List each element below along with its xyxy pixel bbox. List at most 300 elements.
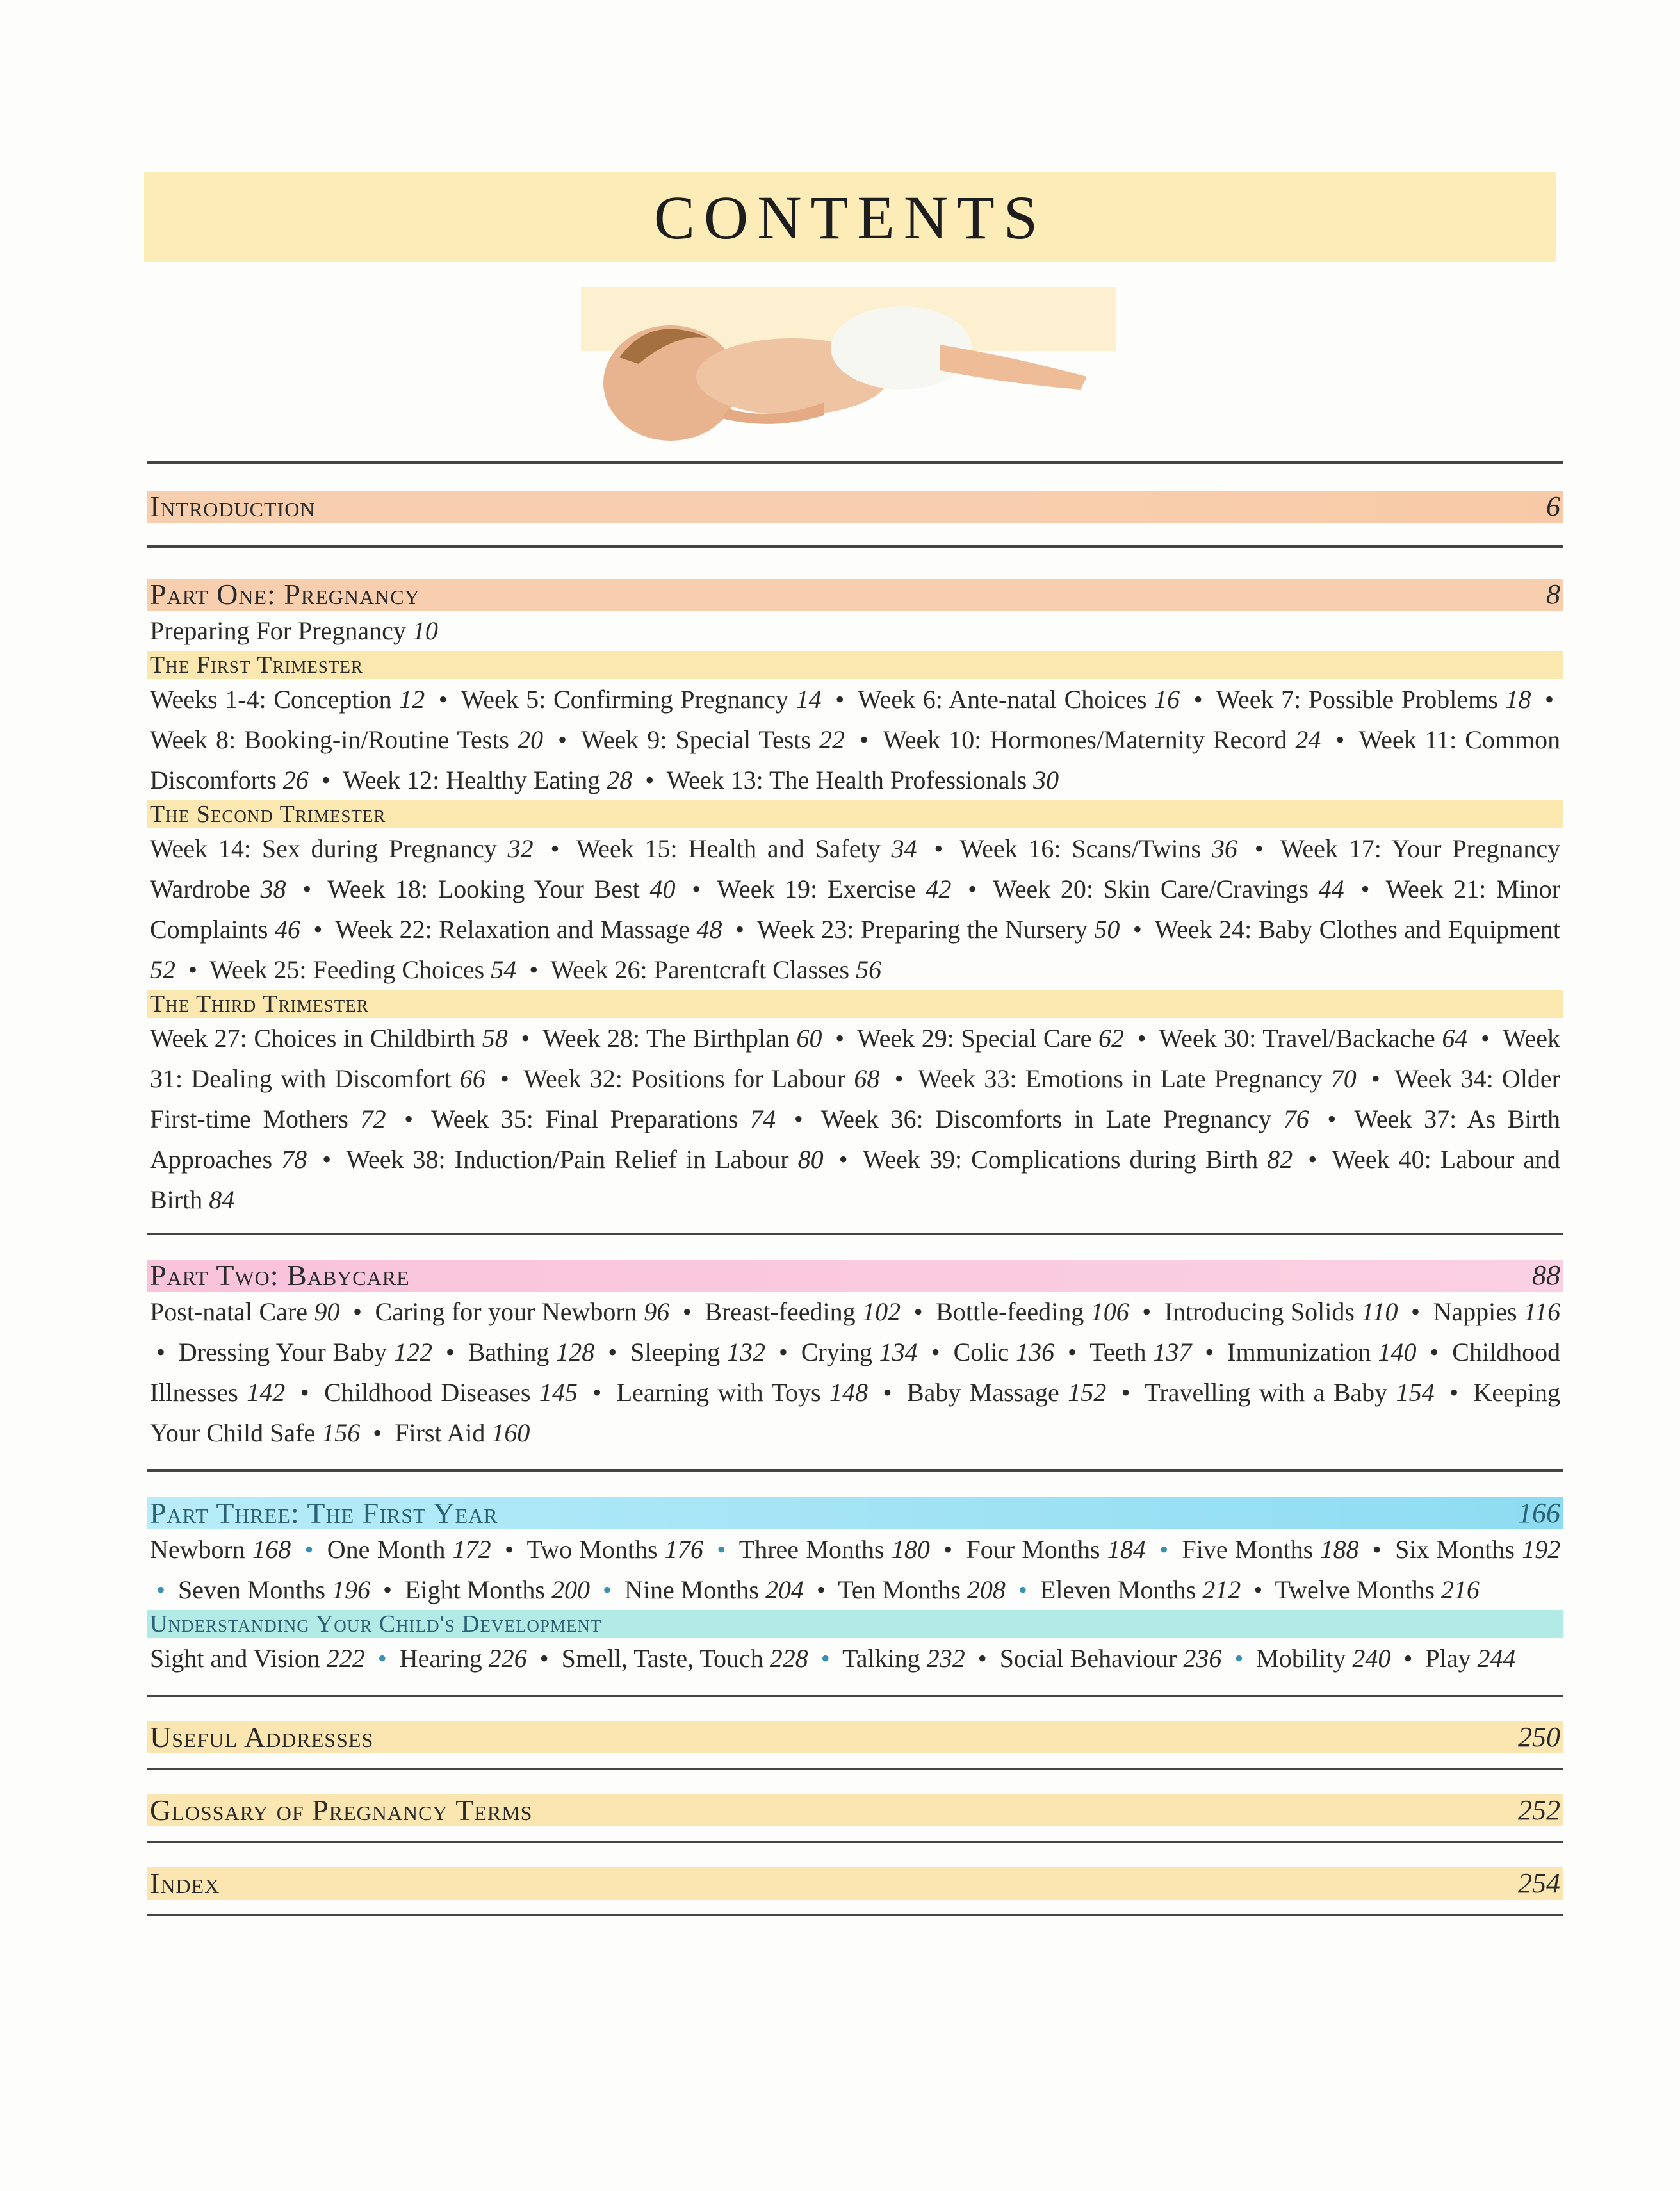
item-page: 200 <box>551 1575 590 1604</box>
toc-item[interactable] <box>821 1104 1309 1133</box>
item-title: Week 12: Healthy Eating <box>343 766 601 794</box>
item-title: Nine Months <box>624 1575 759 1604</box>
bullet-separator: • <box>373 1418 382 1447</box>
item-title: Week 26: Parentcraft Classes <box>550 955 850 984</box>
toc-item[interactable] <box>551 955 882 984</box>
item-title: Seven Months <box>178 1575 326 1604</box>
toc-item[interactable] <box>842 1644 965 1673</box>
item-title: Four Months <box>966 1535 1100 1564</box>
toc-item[interactable] <box>863 1145 1293 1174</box>
bullet-separator: • <box>302 874 312 903</box>
item-title: One Month <box>327 1535 446 1564</box>
item-page: 80 <box>797 1145 824 1174</box>
bullet-separator: • <box>557 725 567 754</box>
divider <box>147 1469 1563 1472</box>
toc-item[interactable] <box>150 725 543 754</box>
toc-item[interactable] <box>1433 1297 1560 1326</box>
toc-item[interactable] <box>1040 1575 1241 1604</box>
toc-item[interactable] <box>838 1575 1006 1604</box>
bullet-separator: • <box>156 1338 166 1366</box>
item-title: Mobility <box>1256 1644 1346 1673</box>
toc-item[interactable] <box>1395 1535 1560 1564</box>
item-page: 226 <box>488 1644 527 1673</box>
divider <box>147 1841 1563 1843</box>
toc-item[interactable] <box>150 1297 340 1326</box>
toc-item[interactable] <box>150 1644 365 1673</box>
page-number: 254 <box>1518 1867 1560 1899</box>
item-page: 60 <box>796 1024 822 1053</box>
item-page: 212 <box>1202 1575 1241 1604</box>
item-title: Six Months <box>1395 1535 1515 1564</box>
toc-item[interactable] <box>395 1418 530 1447</box>
item-page: 26 <box>282 766 309 794</box>
toc-item[interactable] <box>960 834 1237 863</box>
toc-item[interactable] <box>527 1535 703 1564</box>
item-title: Baby Massage <box>906 1378 1059 1407</box>
item-page: 76 <box>1283 1104 1309 1133</box>
toc-item[interactable] <box>954 1338 1055 1366</box>
item-page: 18 <box>1505 685 1531 714</box>
bullet-separator: • <box>820 1644 830 1673</box>
bullet-separator: • <box>1142 1297 1152 1326</box>
item-title: Social Behaviour <box>999 1644 1177 1673</box>
bullet-separator: • <box>778 1338 788 1366</box>
page-number: 166 <box>1518 1497 1560 1529</box>
toc-item[interactable] <box>1000 1644 1222 1673</box>
item-title: Eleven Months <box>1040 1575 1196 1604</box>
item-page: 70 <box>1330 1064 1357 1093</box>
item-title: First Aid <box>395 1418 485 1447</box>
item-title: Ten Months <box>838 1575 961 1604</box>
item-page: 36 <box>1211 834 1237 863</box>
bullet-separator: • <box>1335 725 1345 754</box>
item-title: Three Months <box>738 1535 885 1564</box>
section-label: Index <box>150 1867 220 1900</box>
toc-item[interactable] <box>150 834 534 863</box>
contents-title-band <box>144 172 1556 262</box>
item-title: Week 5: Confirming Pregnancy <box>461 685 789 714</box>
item-page: 222 <box>326 1644 365 1673</box>
toc-item[interactable] <box>581 725 845 754</box>
toc-item[interactable] <box>1275 1575 1480 1604</box>
item-page: 154 <box>1396 1378 1435 1407</box>
bullet-separator: • <box>1234 1644 1244 1673</box>
page-number: 6 <box>1546 491 1560 522</box>
item-page: 192 <box>1522 1535 1561 1564</box>
page-number: 88 <box>1532 1260 1560 1291</box>
item-page: 84 <box>209 1185 235 1214</box>
entry-list <box>147 1638 1563 1678</box>
subsection-label: The First Trimester <box>150 652 363 678</box>
toc-entry-introduction[interactable] <box>147 491 1563 523</box>
item-page: 32 <box>507 834 534 863</box>
item-page: 122 <box>393 1338 432 1366</box>
bullet-separator: • <box>188 955 198 984</box>
item-page: 38 <box>260 874 286 903</box>
item-page: 30 <box>1033 766 1059 794</box>
bullet-separator: • <box>1018 1575 1027 1604</box>
item-page: 56 <box>856 955 882 984</box>
item-page: 96 <box>644 1297 670 1326</box>
toc-item[interactable] <box>801 1338 918 1366</box>
item-page: 42 <box>926 874 952 903</box>
bullet-separator: • <box>529 955 539 984</box>
bullet-separator: • <box>682 1297 692 1326</box>
toc-item[interactable] <box>327 1535 491 1564</box>
item-page: 116 <box>1524 1297 1561 1326</box>
toc-item[interactable] <box>461 685 822 714</box>
bullet-separator: • <box>816 1575 826 1604</box>
item-page: 134 <box>879 1338 918 1366</box>
divider <box>147 1768 1563 1770</box>
item-title: Caring for your Newborn <box>375 1297 637 1326</box>
toc-item[interactable] <box>857 1024 1124 1053</box>
subsection-label: Understanding Your Child's Development <box>150 1611 602 1637</box>
bullet-separator: • <box>383 1575 393 1604</box>
toc-item[interactable] <box>667 766 1059 794</box>
toc-item[interactable] <box>327 874 675 903</box>
item-title: Week 21: Minor Complaints <box>150 874 1561 944</box>
toc-item[interactable] <box>346 1145 823 1174</box>
toc-item[interactable] <box>1089 1338 1191 1366</box>
item-page: 188 <box>1320 1535 1359 1564</box>
bullet-separator: • <box>913 1297 923 1326</box>
item-page: 74 <box>750 1104 776 1133</box>
bullet-separator: • <box>438 685 448 714</box>
toc-item[interactable] <box>993 874 1344 903</box>
item-page: 216 <box>1440 1575 1480 1604</box>
item-page: 184 <box>1107 1535 1146 1564</box>
item-title: Five Months <box>1182 1535 1314 1564</box>
item-title: Week 13: The Health Professionals <box>666 766 1027 794</box>
item-title: Week 14: Sex during Pregnancy <box>150 834 497 863</box>
sleeping-baby-image <box>581 287 1116 441</box>
item-title: Week 6: Ante-natal Choices <box>858 685 1147 714</box>
item-title: Week 16: Scans/Twins <box>959 834 1202 863</box>
toc-item[interactable] <box>705 1297 901 1326</box>
toc-item[interactable] <box>1145 1378 1434 1407</box>
item-title: Week 17: Your Pregnancy Wardrobe <box>150 834 1561 903</box>
item-page: 66 <box>459 1064 485 1093</box>
toc-item[interactable] <box>624 1575 804 1604</box>
entry-list <box>147 679 1563 800</box>
item-page: 54 <box>491 955 517 984</box>
toc-item[interactable] <box>918 1064 1357 1093</box>
toc-item[interactable] <box>405 1575 590 1604</box>
entry-list <box>147 1018 1563 1220</box>
bullet-separator: • <box>504 1535 514 1564</box>
bullet-separator: • <box>1159 1535 1169 1564</box>
item-title: Week 9: Special Tests <box>581 725 811 754</box>
subsection-label: The Second Trimester <box>150 801 386 828</box>
section-label: Introduction <box>150 490 316 523</box>
item-page: 236 <box>1183 1644 1222 1673</box>
bullet-separator: • <box>500 1064 509 1093</box>
item-page: 48 <box>696 915 722 944</box>
toc-entry-part-two[interactable] <box>147 1260 1563 1292</box>
item-title: Week 7: Possible Problems <box>1216 685 1498 714</box>
item-title: Breast-feeding <box>705 1297 856 1326</box>
bullet-separator: • <box>883 1378 892 1407</box>
item-title: Week 39: Complications during Birth <box>862 1145 1259 1174</box>
item-title: Keeping Your Child Safe <box>150 1378 1561 1447</box>
item-title: Crying <box>801 1338 872 1366</box>
item-title: Talking <box>842 1644 920 1673</box>
bullet-separator: • <box>1545 685 1554 714</box>
section-label: Part One: Pregnancy <box>150 578 420 611</box>
toc-item[interactable] <box>178 1575 370 1604</box>
item-page: 152 <box>1068 1378 1107 1407</box>
bullet-separator: • <box>1193 685 1203 714</box>
toc-item[interactable] <box>324 1378 578 1407</box>
page-number: 250 <box>1518 1721 1560 1753</box>
bullet-separator: • <box>931 1338 940 1366</box>
item-page: 168 <box>252 1535 291 1564</box>
bullet-separator: • <box>521 1024 530 1053</box>
toc-item[interactable] <box>1425 1644 1515 1673</box>
item-page: 132 <box>726 1338 765 1366</box>
item-title: Week 28: The Birthplan <box>542 1024 790 1053</box>
item-page: 24 <box>1295 725 1321 754</box>
item-page: 12 <box>399 685 425 714</box>
bullet-separator: • <box>1449 1378 1459 1407</box>
item-page: 228 <box>769 1644 808 1673</box>
item-page: 78 <box>281 1145 307 1174</box>
toc-item[interactable] <box>630 1338 765 1366</box>
toc-entry-part-one[interactable] <box>147 579 1563 611</box>
toc-item[interactable] <box>150 685 425 714</box>
toc-item[interactable] <box>1216 685 1531 714</box>
item-title: Childhood Illnesses <box>150 1338 1561 1407</box>
item-page: 52 <box>150 955 175 984</box>
item-page: 145 <box>539 1378 578 1407</box>
item-page: 204 <box>765 1575 804 1604</box>
item-page: 20 <box>518 725 543 754</box>
bullet-separator: • <box>977 1644 987 1673</box>
item-page: 82 <box>1267 1145 1293 1174</box>
entry-list <box>147 828 1563 990</box>
bullet-separator: • <box>1371 1064 1380 1093</box>
toc-item[interactable] <box>883 725 1321 754</box>
item-page: 232 <box>926 1644 965 1673</box>
toc-item[interactable] <box>1256 1644 1390 1673</box>
item-title: Colic <box>953 1338 1009 1366</box>
bullet-separator: • <box>1308 1145 1317 1174</box>
toc-item[interactable] <box>431 1104 776 1133</box>
bullet-separator: • <box>602 1575 612 1604</box>
toc-subsection-development[interactable] <box>147 1610 1563 1638</box>
item-title: Week 29: Special Care <box>857 1024 1092 1053</box>
item-title: Introducing Solids <box>1164 1297 1355 1326</box>
item-page: 62 <box>1098 1024 1124 1053</box>
bullet-separator: • <box>404 1104 414 1133</box>
item-page: 46 <box>274 915 300 944</box>
divider <box>147 461 1563 464</box>
divider <box>147 1233 1563 1235</box>
item-page: 244 <box>1477 1644 1516 1673</box>
bullet-separator: • <box>859 725 869 754</box>
toc-item[interactable] <box>1164 1297 1398 1326</box>
toc-item[interactable] <box>1227 1338 1416 1366</box>
item-page: 128 <box>556 1338 595 1366</box>
bullet-separator: • <box>1254 834 1264 863</box>
item-page: 68 <box>854 1064 880 1093</box>
item-title: Week 20: Skin Care/Cravings <box>993 874 1309 903</box>
item-page: 160 <box>491 1418 530 1447</box>
toc-entry-index[interactable] <box>147 1867 1563 1900</box>
toc-entry-part-three[interactable] <box>147 1497 1563 1529</box>
item-title: Smell, Taste, Touch <box>561 1644 763 1673</box>
item-page: 58 <box>482 1024 508 1053</box>
bullet-separator: • <box>1137 1024 1146 1053</box>
item-page: 16 <box>1154 685 1180 714</box>
toc-entry-useful-addresses[interactable] <box>147 1721 1563 1753</box>
bullet-separator: • <box>1410 1297 1420 1326</box>
item-title: Week 27: Choices in Childbirth <box>150 1024 476 1053</box>
bullet-separator: • <box>608 1338 617 1366</box>
item-page: 44 <box>1318 874 1344 903</box>
toc-item[interactable] <box>150 616 438 645</box>
item-title: Week 15: Health and Safety <box>576 834 881 863</box>
toc-item[interactable] <box>1159 1024 1468 1053</box>
toc-subsection-third-trimester[interactable] <box>147 990 1563 1018</box>
toc-subsection-first-trimester[interactable] <box>147 651 1563 679</box>
item-title: Week 24: Baby Clothes and Equipment <box>1154 915 1561 944</box>
toc-item[interactable] <box>179 1338 432 1366</box>
toc-item[interactable] <box>562 1644 808 1673</box>
item-page: 28 <box>607 766 633 794</box>
bullet-separator: • <box>645 766 655 794</box>
item-title: Week 36: Discomforts in Late Pregnancy <box>820 1104 1272 1133</box>
item-page: 90 <box>314 1297 340 1326</box>
toc-item[interactable] <box>739 1535 930 1564</box>
item-title: Sight and Vision <box>150 1644 320 1673</box>
item-page: 142 <box>247 1378 286 1407</box>
divider <box>147 545 1563 548</box>
toc-item[interactable] <box>209 955 516 984</box>
entry-list <box>147 611 1563 651</box>
toc-subsection-second-trimester[interactable] <box>147 800 1563 828</box>
bullet-separator: • <box>1403 1644 1413 1673</box>
toc-item[interactable] <box>617 1378 868 1407</box>
toc-entry-glossary[interactable] <box>147 1794 1563 1826</box>
toc-item[interactable] <box>576 834 917 863</box>
toc-item[interactable] <box>757 915 1120 944</box>
bullet-separator: • <box>1430 1338 1439 1366</box>
item-page: 22 <box>819 725 845 754</box>
bullet-separator: • <box>445 1338 455 1366</box>
item-title: Week 34: Older First-time Mothers <box>150 1064 1561 1133</box>
bullet-separator: • <box>377 1644 387 1673</box>
toc-item[interactable] <box>907 1378 1106 1407</box>
item-title: Week 18: Looking Your Best <box>327 874 640 903</box>
item-title: Hearing <box>399 1644 482 1673</box>
bullet-separator: • <box>1481 1024 1490 1053</box>
item-title: Bottle-feeding <box>936 1297 1084 1326</box>
item-title: Bathing <box>468 1338 550 1366</box>
item-page: 196 <box>332 1575 371 1604</box>
item-page: 34 <box>891 834 917 863</box>
bullet-separator: • <box>1372 1535 1382 1564</box>
toc-item[interactable] <box>542 1024 822 1053</box>
bullet-separator: • <box>943 1535 953 1564</box>
item-title: Week 35: Final Preparations <box>431 1104 738 1133</box>
item-title: Week 8: Booking-in/Routine Tests <box>150 725 510 754</box>
toc-item[interactable] <box>717 874 951 903</box>
item-title: Newborn <box>150 1535 245 1564</box>
toc-item[interactable] <box>966 1535 1145 1564</box>
item-title: Week 10: Hormones/Maternity Record <box>883 725 1287 754</box>
item-page: 136 <box>1016 1338 1055 1366</box>
item-page: 140 <box>1378 1338 1417 1366</box>
bullet-separator: • <box>968 874 977 903</box>
item-title: Week 25: Feeding Choices <box>209 955 485 984</box>
bullet-separator: • <box>156 1575 166 1604</box>
item-page: 10 <box>412 616 438 645</box>
item-page: 240 <box>1352 1644 1391 1673</box>
item-title: Nappies <box>1433 1297 1517 1326</box>
bullet-separator: • <box>735 915 745 944</box>
item-page: 137 <box>1153 1338 1192 1366</box>
item-page: 40 <box>649 874 676 903</box>
item-title: Two Months <box>526 1535 658 1564</box>
toc-item[interactable] <box>375 1297 670 1326</box>
bullet-separator: • <box>1253 1575 1263 1604</box>
item-title: Week 11: Common Discomforts <box>150 725 1561 794</box>
item-page: 176 <box>664 1535 703 1564</box>
toc-item[interactable] <box>1182 1535 1359 1564</box>
page-number: 252 <box>1518 1794 1560 1826</box>
bullet-separator: • <box>1132 915 1142 944</box>
item-page: 50 <box>1094 915 1120 944</box>
bullet-separator: • <box>321 766 330 794</box>
item-title: Travelling with a Baby <box>1145 1378 1388 1407</box>
item-title: Week 33: Emotions in Late Pregnancy <box>918 1064 1323 1093</box>
section-label: Part Three: The First Year <box>150 1497 498 1529</box>
item-title: Week 22: Relaxation and Massage <box>335 915 690 944</box>
bullet-separator: • <box>1327 1104 1337 1133</box>
item-page: 148 <box>829 1378 869 1407</box>
item-page: 180 <box>891 1535 930 1564</box>
item-title: Immunization <box>1227 1338 1371 1366</box>
toc-item[interactable] <box>150 1535 291 1564</box>
item-page: 102 <box>862 1297 901 1326</box>
item-title: Sleeping <box>630 1338 721 1366</box>
toc-item[interactable] <box>400 1644 527 1673</box>
bullet-separator: • <box>835 1024 845 1053</box>
bullet-separator: • <box>1121 1378 1130 1407</box>
section-label: Useful Addresses <box>150 1721 374 1753</box>
bullet-separator: • <box>353 1297 363 1326</box>
toc-item[interactable] <box>343 766 632 794</box>
toc-item[interactable] <box>468 1338 595 1366</box>
toc-item[interactable] <box>150 1024 508 1053</box>
bullet-separator: • <box>794 1104 803 1133</box>
item-title: Week 30: Travel/Backache <box>1159 1024 1435 1053</box>
item-title: Twelve Months <box>1275 1575 1435 1604</box>
item-title: Play <box>1425 1644 1471 1673</box>
toc-item[interactable] <box>523 1064 879 1093</box>
page-title: CONTENTS <box>653 183 1047 252</box>
toc-item[interactable] <box>936 1297 1129 1326</box>
toc-item[interactable] <box>858 685 1180 714</box>
toc-item[interactable] <box>335 915 722 944</box>
item-title: Week 23: Preparing the Nursery <box>756 915 1088 944</box>
item-page: 208 <box>966 1575 1006 1604</box>
bullet-separator: • <box>934 834 943 863</box>
item-title: Learning with Toys <box>616 1378 821 1407</box>
item-page: 64 <box>1442 1024 1468 1053</box>
